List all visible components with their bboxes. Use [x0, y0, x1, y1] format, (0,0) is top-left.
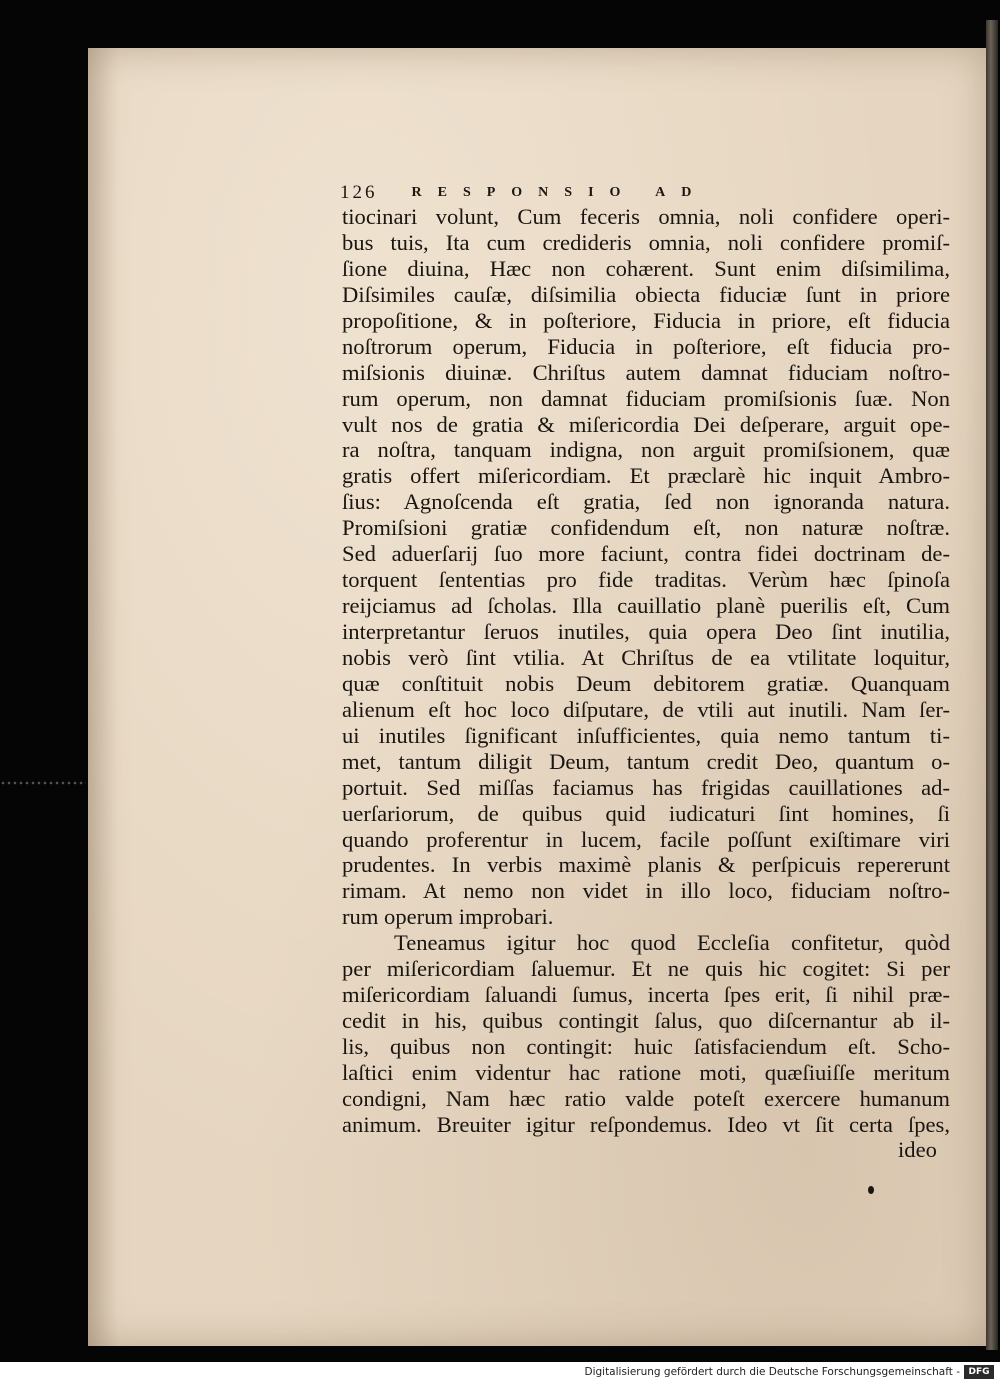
- catchword: ideo: [898, 1137, 937, 1162]
- text-line: bus tuis, Ita cum credideris omnia, noli confidere promiſ-: [342, 229, 950, 255]
- dfg-logo: DFG: [964, 1365, 994, 1379]
- text-line: miſsionis diuinæ. Chriſtus autem damnat fiduciam noſtro-: [342, 359, 950, 385]
- binding-stitch-marks: [0, 780, 86, 786]
- text-line: propoſitione, & in poſteriore, Fiducia in priore, eſt fiducia: [342, 307, 950, 333]
- text-line: ſius: Agnoſcenda eſt gratia, ſed non ignoranda natura.: [342, 489, 950, 515]
- text-line: quæ conſtituit nobis Deum debitorem gratiæ. Quanquam: [342, 670, 950, 696]
- running-title: RESPONSIO AD: [411, 185, 708, 200]
- text-line: alienum eſt hoc loco diſputare, de vtili aut inutili. Nam ſer-: [342, 696, 950, 722]
- text-line: laſtici enim videntur hac ratione moti, quæſiuiſſe meritum: [342, 1059, 950, 1085]
- ink-spot: [868, 1186, 874, 1194]
- text-line: lis, quibus non contingit: huic ſatisfaciendum eſt. Scho-: [342, 1034, 950, 1059]
- text-line: tiocinari volunt, Cum feceris omnia, noli confidere operi-: [342, 204, 950, 229]
- body-text: [342, 204, 950, 1164]
- text-line: prudentes. In verbis maximè planis & perſpicuis repererunt: [342, 852, 950, 878]
- text-line: per miſericordiam ſaluemur. Et ne quis hic cogitet: Si per: [342, 956, 950, 982]
- text-line: nobis verò ſint vtilia. At Chriſtus de ea vtilitate loquitur,: [342, 644, 950, 670]
- text-line: torquent ſententias pro fide traditas. Verùm hæc ſpinoſa: [342, 567, 950, 593]
- text-line: rimam. At nemo non videt in illo loco, fiduciam noſtro-: [342, 878, 950, 904]
- text-line: noſtrorum operum, Fiducia in poſteriore, eſt fiducia pro-: [342, 333, 950, 359]
- text-line: portuit. Sed miſſas faciamus has frigidas cauillationes ad-: [342, 774, 950, 800]
- book-fore-edge: [986, 20, 998, 1350]
- text-line: cedit in his, quibus contingit ſalus, quo diſcernantur ab il-: [342, 1008, 950, 1034]
- text-line: ui inutiles ſignificant inſufficientes, quia nemo tantum ti-: [342, 722, 950, 748]
- text-line: condigni, Nam hæc ratio valde poteſt exercere humanum: [342, 1085, 950, 1111]
- text-line: miſericordiam ſaluandi ſumus, incerta ſpes erit, ſi nihil præ-: [342, 982, 950, 1008]
- text-line: rum operum, non damnat fiduciam promiſsionis ſuæ. Non: [342, 385, 950, 411]
- text-line: animum. Breuiter igitur reſpondemus. Ideo vt ſit certa ſpes,: [342, 1111, 950, 1137]
- page-header: [340, 180, 880, 206]
- text-line: interpretantur ſeruos inutiles, quia opera Deo ſint inutilia,: [342, 619, 950, 644]
- text-line: reijciamus ad ſcholas. Illa cauillatio planè puerilis eſt, Cum: [342, 593, 950, 619]
- footer-credit: [0, 1362, 1000, 1384]
- text-line: rum operum improbari.: [342, 904, 554, 930]
- text-line: quando proferentur in lucem, facile poſſunt exiſtimare viri: [342, 826, 950, 852]
- text-line: Teneamus igitur hoc quod Eccleſia confitetur, quòd: [394, 930, 950, 956]
- text-line: uerſariorum, de quibus quid iudicaturi ſint homines, ſi: [342, 800, 950, 826]
- text-line: ſione diuina, Hæc non cohærent. Sunt enim diſsimilima,: [342, 255, 950, 281]
- text-line: Diſsimiles cauſæ, diſsimilia obiecta fiduciæ ſunt in priore: [342, 281, 950, 307]
- text-line: met, tantum diligit Deum, tantum credit Deo, quantum o-: [342, 748, 950, 774]
- text-line: Promiſsioni gratiæ confidendum eſt, non naturæ noſtræ.: [342, 515, 950, 541]
- funding-credit: Digitalisierung gefördert durch die Deutsche Forschungsgemeinschaft -: [584, 1366, 960, 1378]
- text-line: gratis offert miſericordiam. Et præclarè hic inquit Ambro-: [342, 463, 950, 489]
- text-line: ra noſtra, tanquam indigna, non arguit promiſsionem, quæ: [342, 437, 950, 463]
- page-number: 126: [340, 182, 378, 203]
- text-line: Sed aduerſarij ſuo more faciunt, contra fidei doctrinam de-: [342, 541, 950, 567]
- text-line: vult nos de gratia & miſericordia Dei deſperare, arguit ope-: [342, 411, 950, 437]
